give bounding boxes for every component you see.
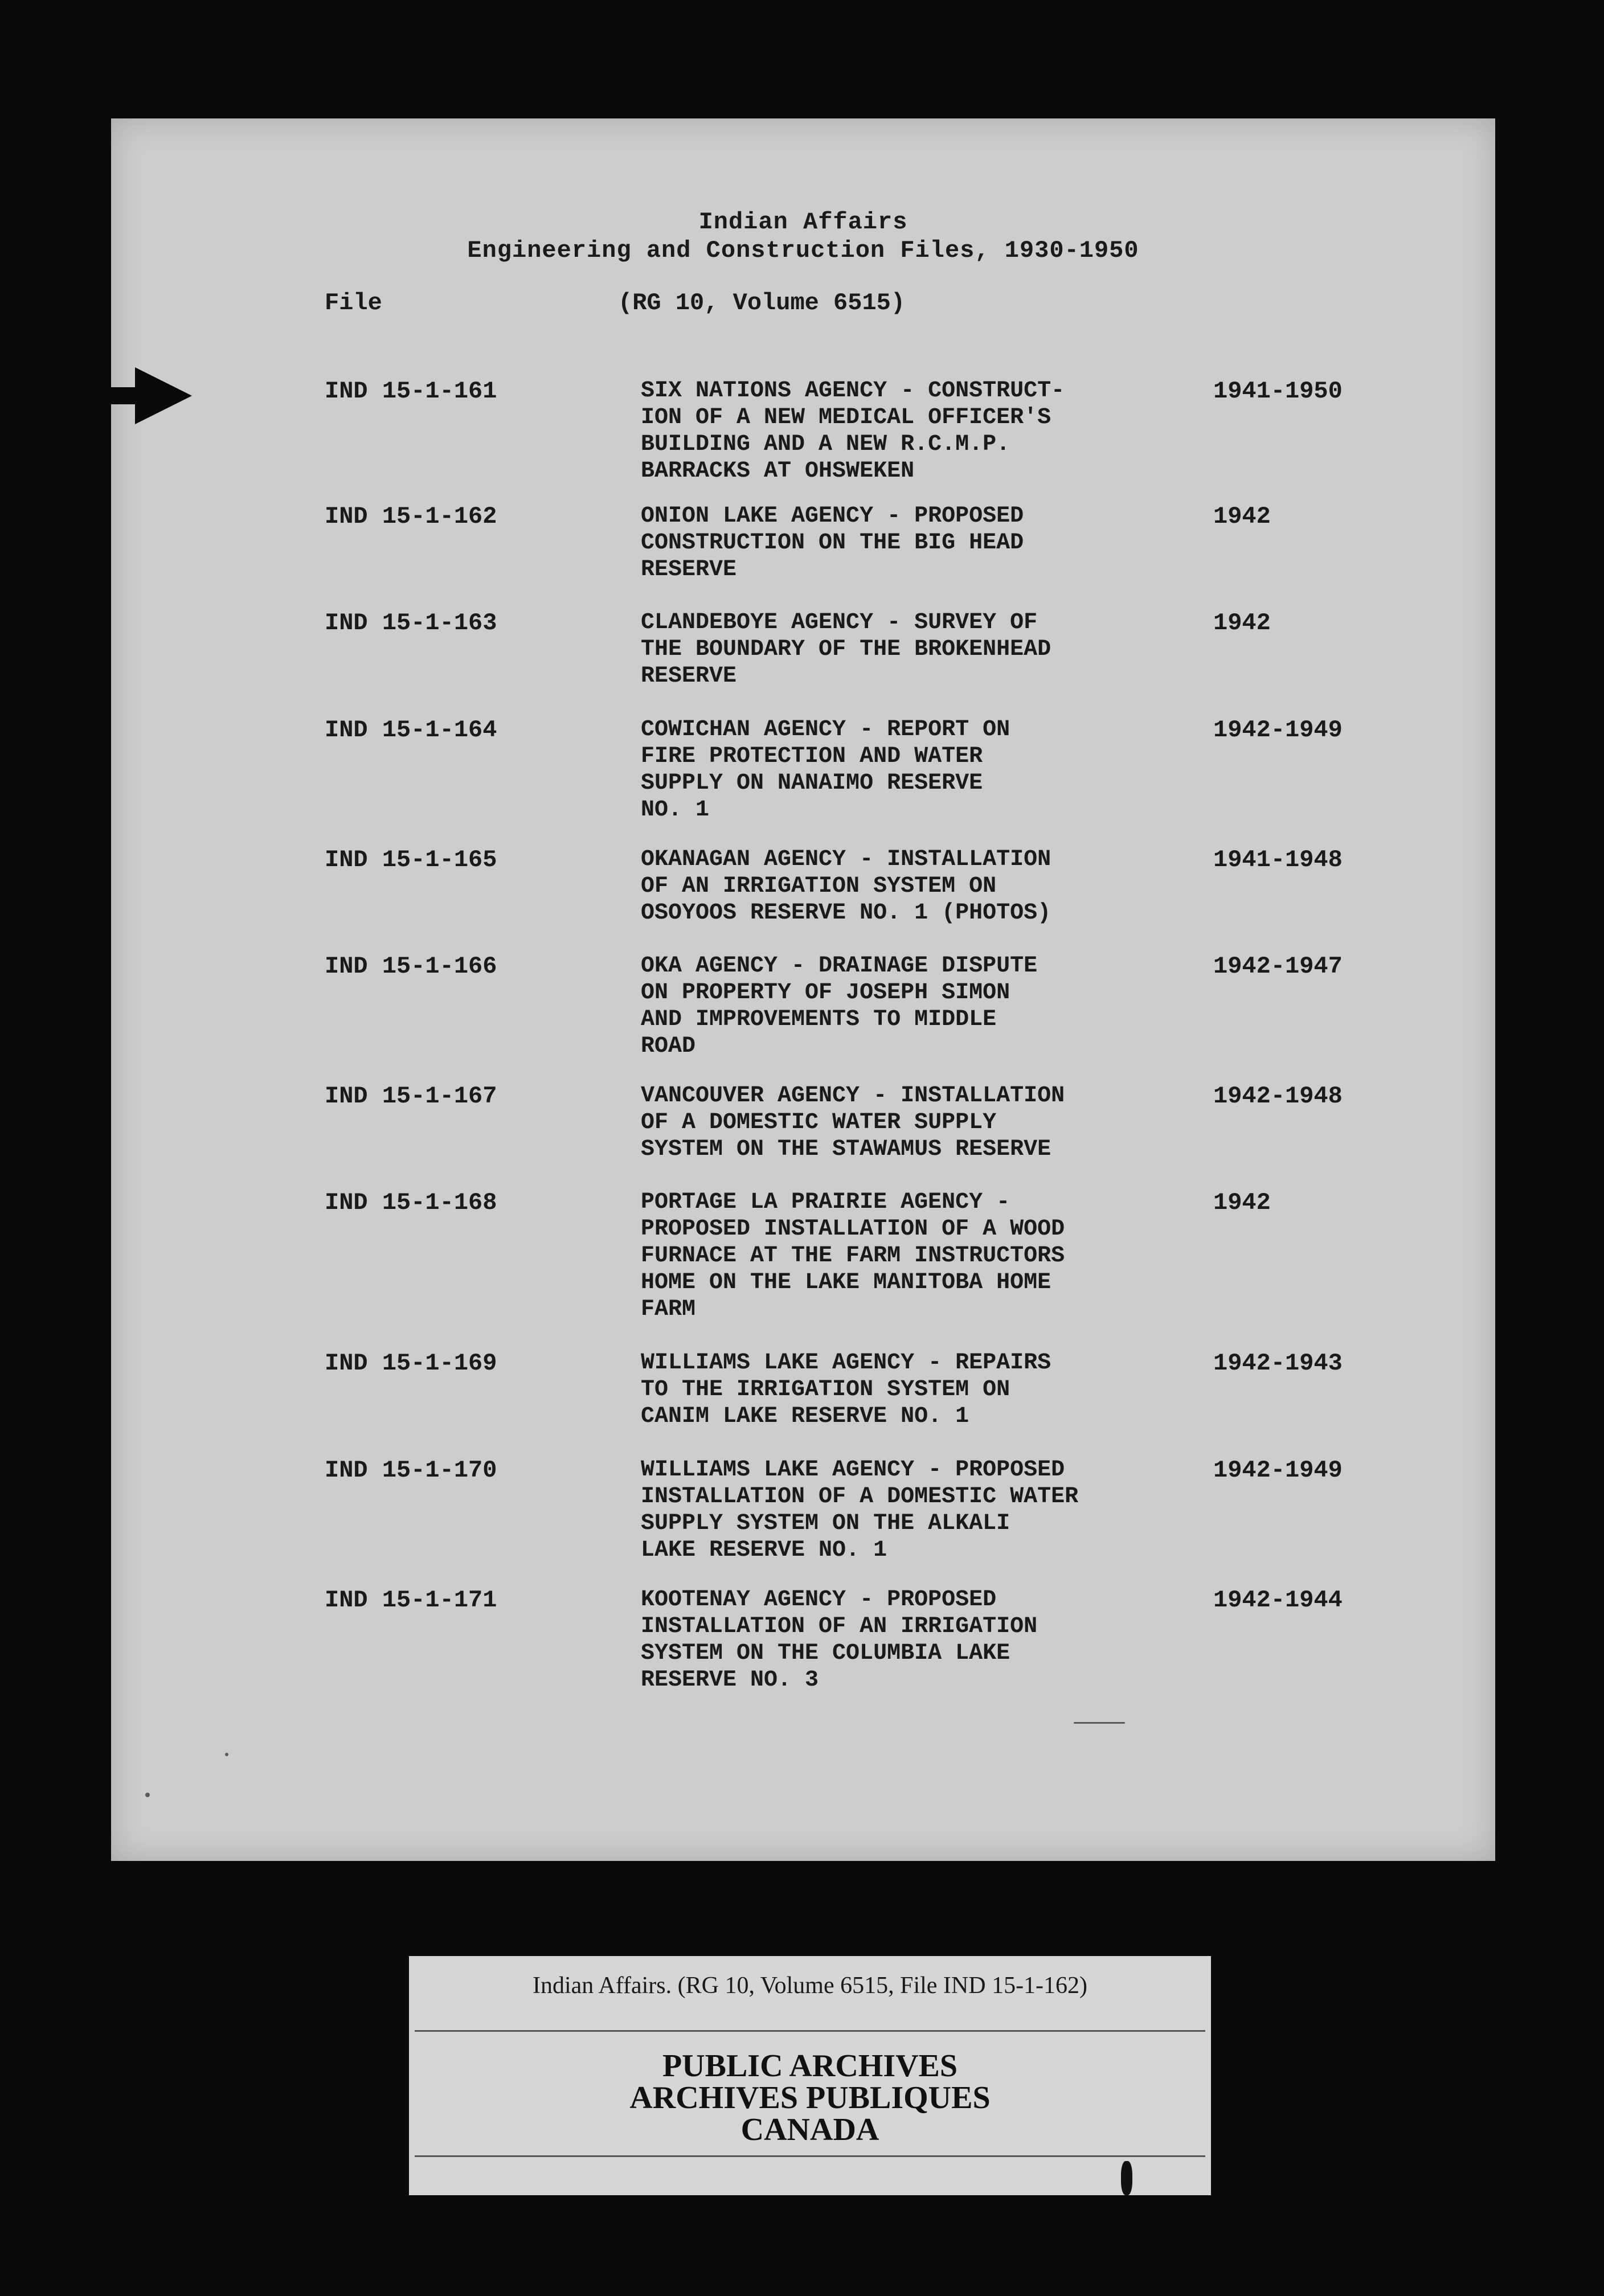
- description-line: INSTALLATION OF A DOMESTIC WATER: [641, 1484, 1079, 1510]
- volume-reference: (RG 10, Volume 6515): [618, 289, 906, 317]
- speck: [225, 1753, 228, 1756]
- file-description: [641, 1350, 1199, 1430]
- description-line: CONSTRUCTION ON THE BIG HEAD: [641, 530, 1024, 556]
- description-line: SUPPLY ON NANAIMO RESERVE: [641, 770, 983, 796]
- description-line: RESERVE: [641, 557, 737, 583]
- description-line: BUILDING AND A NEW R.C.M.P.: [641, 432, 1010, 457]
- file-dates: 1942: [1213, 503, 1271, 530]
- description-line: CANIM LAKE RESERVE NO. 1: [641, 1404, 969, 1429]
- archive-reference: Indian Affairs. (RG 10, Volume 6515, File IND 15-1-162): [532, 1973, 1088, 1999]
- file-dates: 1942: [1213, 1189, 1271, 1216]
- document-title: Indian Affairs: [698, 208, 908, 236]
- description-line: OKANAGAN AGENCY - INSTALLATION: [641, 847, 1051, 872]
- description-line: CLANDEBOYE AGENCY - SURVEY OF: [641, 610, 1038, 636]
- smudge-mark: [1121, 2161, 1132, 2195]
- file-number: IND 15-1-163: [325, 609, 497, 637]
- description-line: WILLIAMS LAKE AGENCY - PROPOSED: [641, 1457, 1065, 1483]
- file-description: [641, 1457, 1199, 1564]
- description-line: FARM: [641, 1297, 696, 1322]
- description-line: OSOYOOS RESERVE NO. 1 (PHOTOS): [641, 900, 1051, 926]
- archive-stamp: [409, 2050, 1211, 2146]
- file-dates: 1941-1948: [1213, 846, 1343, 874]
- description-line: INSTALLATION OF AN IRRIGATION: [641, 1614, 1038, 1639]
- description-line: THE BOUNDARY OF THE BROKENHEAD: [641, 637, 1051, 662]
- file-dates: 1942: [1213, 609, 1271, 637]
- file-number: IND 15-1-171: [325, 1586, 497, 1614]
- file-dates: 1941-1950: [1213, 378, 1343, 405]
- file-dates: 1942-1943: [1213, 1350, 1343, 1377]
- file-number: IND 15-1-161: [325, 378, 497, 405]
- description-line: SYSTEM ON THE COLUMBIA LAKE: [641, 1641, 1010, 1666]
- file-number: IND 15-1-164: [325, 716, 497, 744]
- description-line: TO THE IRRIGATION SYSTEM ON: [641, 1377, 1010, 1403]
- description-line: ON PROPERTY OF JOSEPH SIMON: [641, 980, 1010, 1006]
- divider: [415, 2155, 1205, 2157]
- stamp-line: CANADA: [740, 2112, 879, 2147]
- file-dates: 1942-1948: [1213, 1083, 1343, 1110]
- description-line: RESERVE: [641, 663, 737, 689]
- file-number: IND 15-1-170: [325, 1457, 497, 1484]
- file-number: IND 15-1-166: [325, 953, 497, 980]
- description-line: KOOTENAY AGENCY - PROPOSED: [641, 1587, 997, 1613]
- description-line: VANCOUVER AGENCY - INSTALLATION: [641, 1083, 1065, 1109]
- description-line: BARRACKS AT OHSWEKEN: [641, 458, 915, 484]
- stamp-line: PUBLIC ARCHIVES: [662, 2048, 958, 2084]
- file-dates: 1942-1944: [1213, 1586, 1343, 1614]
- description-line: FURNACE AT THE FARM INSTRUCTORS: [641, 1243, 1065, 1269]
- description-line: OF A DOMESTIC WATER SUPPLY: [641, 1110, 997, 1135]
- speck: [145, 1793, 150, 1797]
- description-line: ONION LAKE AGENCY - PROPOSED: [641, 503, 1024, 529]
- file-dates: 1942-1949: [1213, 716, 1343, 744]
- description-line: ROAD: [641, 1034, 696, 1059]
- description-line: PROPOSED INSTALLATION OF A WOOD: [641, 1216, 1065, 1242]
- file-description: [641, 609, 1199, 690]
- description-line: WILLIAMS LAKE AGENCY - REPAIRS: [641, 1350, 1051, 1376]
- file-description: [641, 1189, 1199, 1323]
- document-sheet: [111, 118, 1495, 1861]
- file-dates: 1942-1947: [1213, 953, 1343, 980]
- description-line: LAKE RESERVE NO. 1: [641, 1538, 887, 1563]
- file-description: [641, 1586, 1199, 1694]
- file-description: [641, 1083, 1199, 1163]
- description-line: FIRE PROTECTION AND WATER: [641, 744, 983, 769]
- file-number: IND 15-1-165: [325, 846, 497, 874]
- description-line: PORTAGE LA PRAIRIE AGENCY -: [641, 1190, 1010, 1215]
- description-line: SYSTEM ON THE STAWAMUS RESERVE: [641, 1137, 1051, 1162]
- archive-label-card: [409, 1956, 1211, 2195]
- description-line: COWICHAN AGENCY - REPORT ON: [641, 717, 1010, 743]
- file-description: [641, 716, 1199, 823]
- file-description: [641, 503, 1199, 583]
- file-number: IND 15-1-162: [325, 503, 497, 530]
- description-line: SUPPLY SYSTEM ON THE ALKALI: [641, 1511, 1010, 1536]
- file-number: IND 15-1-169: [325, 1350, 497, 1377]
- description-line: AND IMPROVEMENTS TO MIDDLE: [641, 1007, 997, 1032]
- arrow-right-icon: [41, 367, 192, 424]
- description-line: HOME ON THE LAKE MANITOBA HOME: [641, 1270, 1051, 1295]
- stamp-line: ARCHIVES PUBLIQUES: [629, 2080, 991, 2115]
- description-line: OKA AGENCY - DRAINAGE DISPUTE: [641, 953, 1038, 979]
- description-line: OF AN IRRIGATION SYSTEM ON: [641, 874, 997, 899]
- file-description: [641, 953, 1199, 1060]
- description-line: RESERVE NO. 3: [641, 1667, 819, 1693]
- description-line: ION OF A NEW MEDICAL OFFICER'S: [641, 405, 1051, 430]
- description-line: NO. 1: [641, 797, 710, 823]
- file-number: IND 15-1-168: [325, 1189, 497, 1216]
- file-number: IND 15-1-167: [325, 1083, 497, 1110]
- document-subtitle: Engineering and Construction Files, 1930-1950: [467, 237, 1139, 264]
- file-dates: 1942-1949: [1213, 1457, 1343, 1484]
- file-description: [641, 378, 1199, 485]
- divider: [415, 2030, 1205, 2032]
- speck: [1074, 1722, 1125, 1724]
- file-description: [641, 846, 1199, 926]
- description-line: SIX NATIONS AGENCY - CONSTRUCT-: [641, 378, 1065, 404]
- file-column-label: File: [325, 289, 382, 317]
